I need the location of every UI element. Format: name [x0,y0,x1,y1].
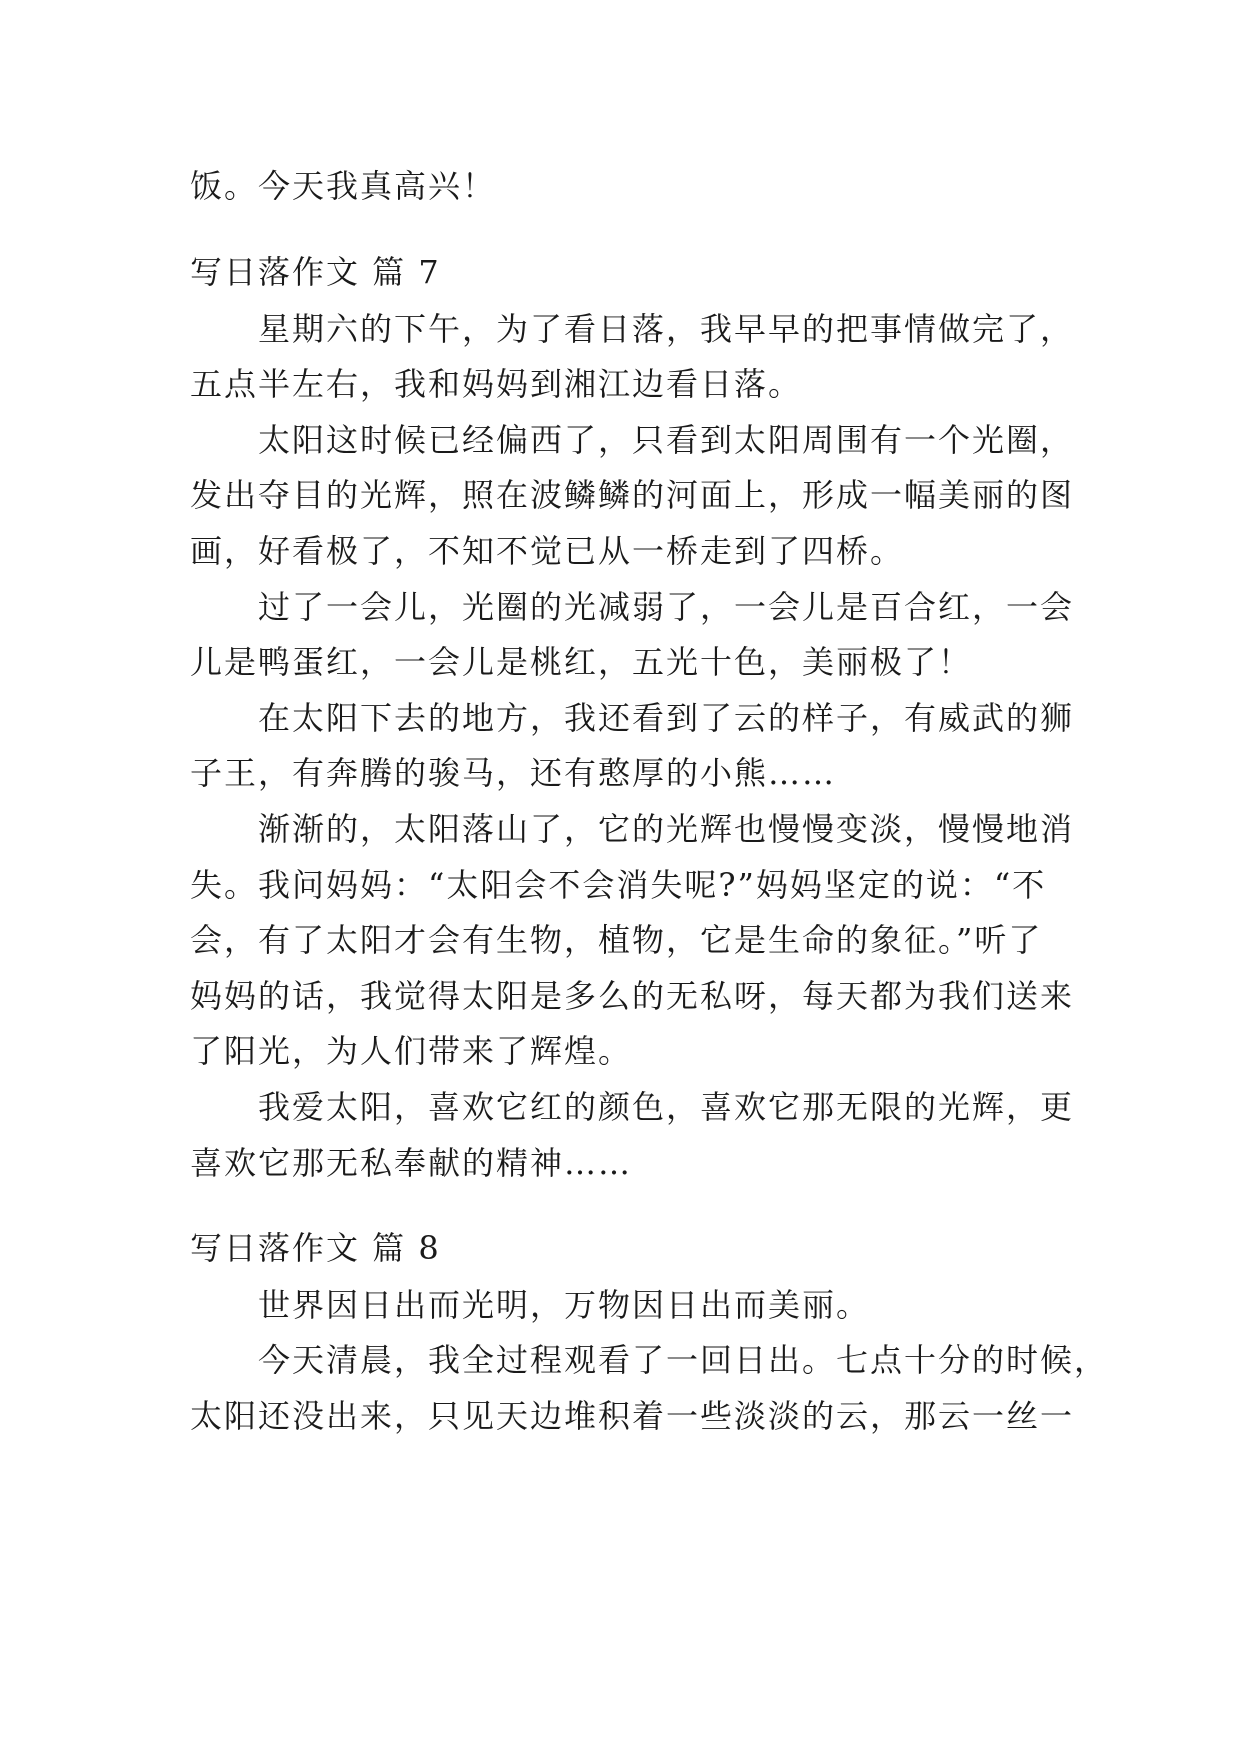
paragraph-line: 太阳这时候已经偏西了，只看到太阳周围有一个光圈， [258,421,1075,459]
paragraph-line: 渐渐的，太阳落山了，它的光辉也慢慢变淡，慢慢地消 [258,810,1075,848]
paragraph-line: 喜欢它那无私奉献的精神…… [190,1144,633,1182]
paragraph-line: 画，好看极了，不知不觉已从一桥走到了四桥。 [190,532,905,570]
paragraph-line: 过了一会儿，光圈的光减弱了，一会儿是百合红，一会 [258,588,1075,626]
paragraph-line: 五点半左右，我和妈妈到湘江边看日落。 [190,365,803,403]
paragraph-line: 星期六的下午，为了看日落，我早早的把事情做完了， [258,310,1075,348]
paragraph-line: 世界因日出而光明，万物因日出而美丽。 [258,1286,871,1324]
section-title: 写日落作文 篇 8 [190,1229,441,1267]
paragraph-line: 太阳还没出来，只见天边堆积着一些淡淡的云，那云一丝一 [190,1397,1075,1435]
paragraph-line: 今天清晨，我全过程观看了一回日出。七点十分的时候， [258,1341,1109,1379]
paragraph-line: 我爱太阳，喜欢它红的颜色，喜欢它那无限的光辉，更 [258,1088,1075,1126]
paragraph-line: 妈妈的话，我觉得太阳是多么的无私呀，每天都为我们送来 [190,977,1075,1015]
paragraph-line: 了阳光，为人们带来了辉煌。 [190,1032,633,1070]
paragraph-line: 发出夺目的光辉，照在波鳞鳞的河面上，形成一幅美丽的图 [190,476,1075,514]
paragraph-line: 儿是鸭蛋红，一会儿是桃红，五光十色，美丽极了！ [190,643,973,681]
paragraph-line: 子王，有奔腾的骏马，还有憨厚的小熊…… [190,754,837,792]
paragraph-line: 失。我问妈妈：“太阳会不会消失呢?”妈妈坚定的说：“不 [190,866,1047,904]
paragraph-line: 饭。今天我真高兴！ [190,167,497,205]
section-title: 写日落作文 篇 7 [190,253,441,291]
paragraph-line: 会，有了太阳才会有生物，植物，它是生命的象征。”听了 [190,921,1043,959]
paragraph-line: 在太阳下去的地方，我还看到了云的样子，有威武的狮 [258,699,1075,737]
